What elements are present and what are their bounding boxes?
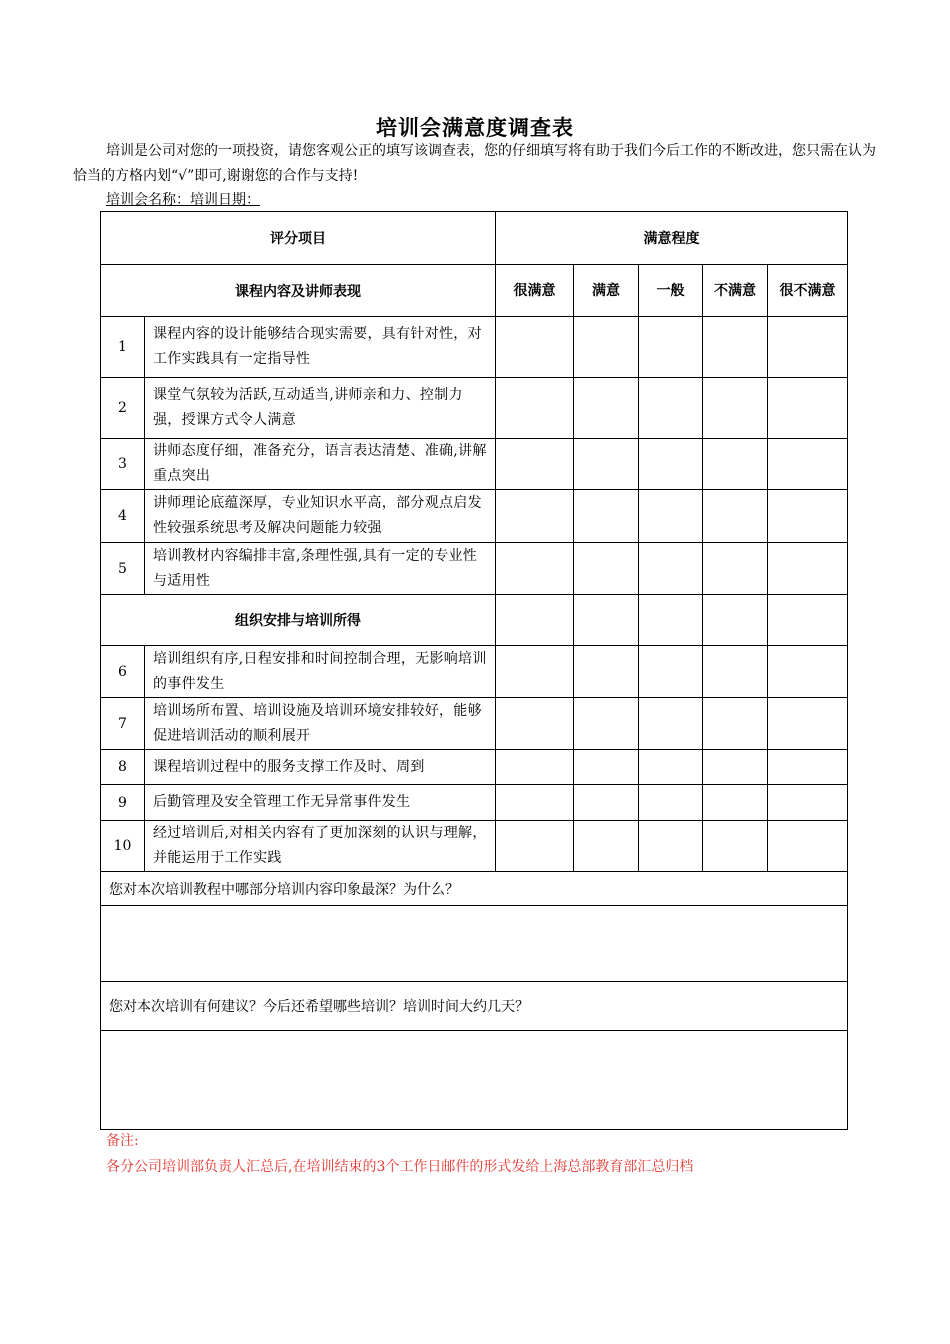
section2-header-row	[101, 595, 848, 646]
rating-checkbox-cell[interactable]	[496, 490, 574, 543]
training-meta-line: 培训会名称：培训日期：	[106, 192, 260, 208]
item-text: 课堂气氛较为活跃,互动适当,讲师亲和力、控制力强，授课方式令人满意	[145, 378, 496, 439]
rating-checkbox-cell[interactable]	[768, 785, 848, 821]
rating-checkbox-cell[interactable]	[574, 698, 639, 750]
rating-checkbox-cell[interactable]	[496, 317, 574, 378]
rating-checkbox-cell[interactable]	[574, 378, 639, 439]
answer2-row	[101, 1031, 848, 1130]
rating-checkbox-cell[interactable]	[639, 490, 703, 543]
item-text: 培训组织有序,日程安排和时间控制合理，无影响培训的事件发生	[145, 646, 496, 698]
rating-neutral: 一般	[639, 265, 703, 317]
rating-checkbox-cell[interactable]	[768, 750, 848, 785]
intro-text: 培训是公司对您的一项投资，请您客观公正的填写该调查表，您的仔细填写将有助于我们今后工作的不断改进，您只需在认为恰当的方格内划“√”即可,谢谢您的合作与支持!	[73, 143, 876, 184]
rating-checkbox-cell[interactable]	[574, 785, 639, 821]
survey-table	[100, 211, 848, 1130]
item-text: 课程培训过程中的服务支撑工作及时、周到	[145, 750, 496, 785]
item-number: 1	[101, 317, 145, 378]
table-row	[101, 821, 848, 872]
rating-checkbox-cell[interactable]	[574, 317, 639, 378]
question1-row	[101, 872, 848, 906]
table-row	[101, 646, 848, 698]
table-row	[101, 378, 848, 439]
question2-text: 您对本次培训有何建议？今后还希望哪些培训？培训时间大约几天？	[101, 982, 848, 1031]
table-row	[101, 439, 848, 490]
section2-title: 组织安排与培训所得	[101, 595, 496, 646]
rating-checkbox-cell[interactable]	[703, 543, 768, 595]
table-header-row	[101, 212, 848, 265]
item-number: 4	[101, 490, 145, 543]
item-number: 9	[101, 785, 145, 821]
rating-checkbox-cell[interactable]	[639, 595, 703, 646]
rating-checkbox-cell[interactable]	[639, 317, 703, 378]
rating-checkbox-cell[interactable]	[496, 439, 574, 490]
rating-checkbox-cell[interactable]	[703, 378, 768, 439]
question2-row	[101, 982, 848, 1031]
rating-checkbox-cell[interactable]	[768, 439, 848, 490]
rating-checkbox-cell[interactable]	[639, 439, 703, 490]
rating-checkbox-cell[interactable]	[639, 646, 703, 698]
rating-checkbox-cell[interactable]	[703, 595, 768, 646]
item-number: 5	[101, 543, 145, 595]
rating-checkbox-cell[interactable]	[703, 750, 768, 785]
rating-checkbox-cell[interactable]	[496, 646, 574, 698]
rating-very-satisfied: 很满意	[496, 265, 574, 317]
rating-checkbox-cell[interactable]	[574, 646, 639, 698]
item-text: 后勤管理及安全管理工作无异常事件发生	[145, 785, 496, 821]
rating-checkbox-cell[interactable]	[703, 317, 768, 378]
item-number: 8	[101, 750, 145, 785]
rating-checkbox-cell[interactable]	[639, 750, 703, 785]
item-text: 课程内容的设计能够结合现实需要，具有针对性，对工作实践具有一定指导性	[145, 317, 496, 378]
rating-checkbox-cell[interactable]	[496, 785, 574, 821]
section1-title: 课程内容及讲师表现	[101, 265, 496, 317]
rating-checkbox-cell[interactable]	[703, 490, 768, 543]
rating-checkbox-cell[interactable]	[639, 378, 703, 439]
intro-paragraph	[73, 139, 888, 189]
header-satisfaction-cell: 满意程度	[496, 212, 848, 265]
item-text: 讲师理论底蕴深厚，专业知识水平高，部分观点启发性较强系统思考及解决问题能力较强	[145, 490, 496, 543]
table-row	[101, 698, 848, 750]
rating-dissatisfied: 不满意	[703, 265, 768, 317]
rating-checkbox-cell[interactable]	[703, 646, 768, 698]
rating-checkbox-cell[interactable]	[496, 750, 574, 785]
rating-checkbox-cell[interactable]	[496, 698, 574, 750]
rating-checkbox-cell[interactable]	[496, 543, 574, 595]
table-row	[101, 785, 848, 821]
rating-checkbox-cell[interactable]	[703, 821, 768, 872]
rating-checkbox-cell[interactable]	[639, 821, 703, 872]
item-number: 6	[101, 646, 145, 698]
rating-checkbox-cell[interactable]	[768, 646, 848, 698]
rating-checkbox-cell[interactable]	[639, 785, 703, 821]
rating-checkbox-cell[interactable]	[574, 821, 639, 872]
rating-checkbox-cell[interactable]	[574, 543, 639, 595]
table-row	[101, 490, 848, 543]
rating-checkbox-cell[interactable]	[639, 698, 703, 750]
rating-checkbox-cell[interactable]	[703, 698, 768, 750]
rating-very-dissatisfied: 很不满意	[768, 265, 848, 317]
table-row	[101, 543, 848, 595]
rating-checkbox-cell[interactable]	[574, 595, 639, 646]
item-text: 培训教材内容编排丰富,条理性强,具有一定的专业性与适用性	[145, 543, 496, 595]
rating-checkbox-cell[interactable]	[768, 821, 848, 872]
header-item-cell: 评分项目	[101, 212, 496, 265]
rating-checkbox-cell[interactable]	[574, 750, 639, 785]
rating-checkbox-cell[interactable]	[496, 595, 574, 646]
rating-checkbox-cell[interactable]	[768, 543, 848, 595]
rating-checkbox-cell[interactable]	[574, 439, 639, 490]
rating-checkbox-cell[interactable]	[768, 595, 848, 646]
rating-satisfied: 满意	[574, 265, 639, 317]
rating-checkbox-cell[interactable]	[768, 490, 848, 543]
rating-checkbox-cell[interactable]	[768, 378, 848, 439]
rating-checkbox-cell[interactable]	[703, 439, 768, 490]
item-number: 7	[101, 698, 145, 750]
remark-text: 各分公司培训部负责人汇总后,在培训结束的3个工作日邮件的形式发给上海总部教育部汇总归档	[106, 1159, 694, 1175]
remark-label: 备注:	[106, 1133, 139, 1149]
section1-header-row	[101, 265, 848, 317]
rating-checkbox-cell[interactable]	[768, 317, 848, 378]
item-text: 讲师态度仔细，准备充分，语言表达清楚、准确,讲解重点突出	[145, 439, 496, 490]
question1-text: 您对本次培训教程中哪部分培训内容印象最深？为什么？	[101, 872, 848, 906]
rating-checkbox-cell[interactable]	[574, 490, 639, 543]
table-row	[101, 750, 848, 785]
rating-checkbox-cell[interactable]	[703, 785, 768, 821]
rating-checkbox-cell[interactable]	[639, 543, 703, 595]
answer1-field[interactable]	[101, 906, 848, 982]
table-row	[101, 317, 848, 378]
item-text: 经过培训后,对相关内容有了更加深刻的认识与理解，并能运用于工作实践	[145, 821, 496, 872]
answer2-field[interactable]	[101, 1031, 848, 1130]
rating-checkbox-cell[interactable]	[496, 378, 574, 439]
page-title: 培训会满意度调查表	[376, 115, 574, 140]
remark-block	[106, 1128, 693, 1180]
answer1-row	[101, 906, 848, 982]
item-number: 2	[101, 378, 145, 439]
item-number: 10	[101, 821, 145, 872]
rating-checkbox-cell[interactable]	[768, 698, 848, 750]
item-text: 培训场所布置、培训设施及培训环境安排较好，能够促进培训活动的顺利展开	[145, 698, 496, 750]
item-number: 3	[101, 439, 145, 490]
rating-checkbox-cell[interactable]	[496, 821, 574, 872]
